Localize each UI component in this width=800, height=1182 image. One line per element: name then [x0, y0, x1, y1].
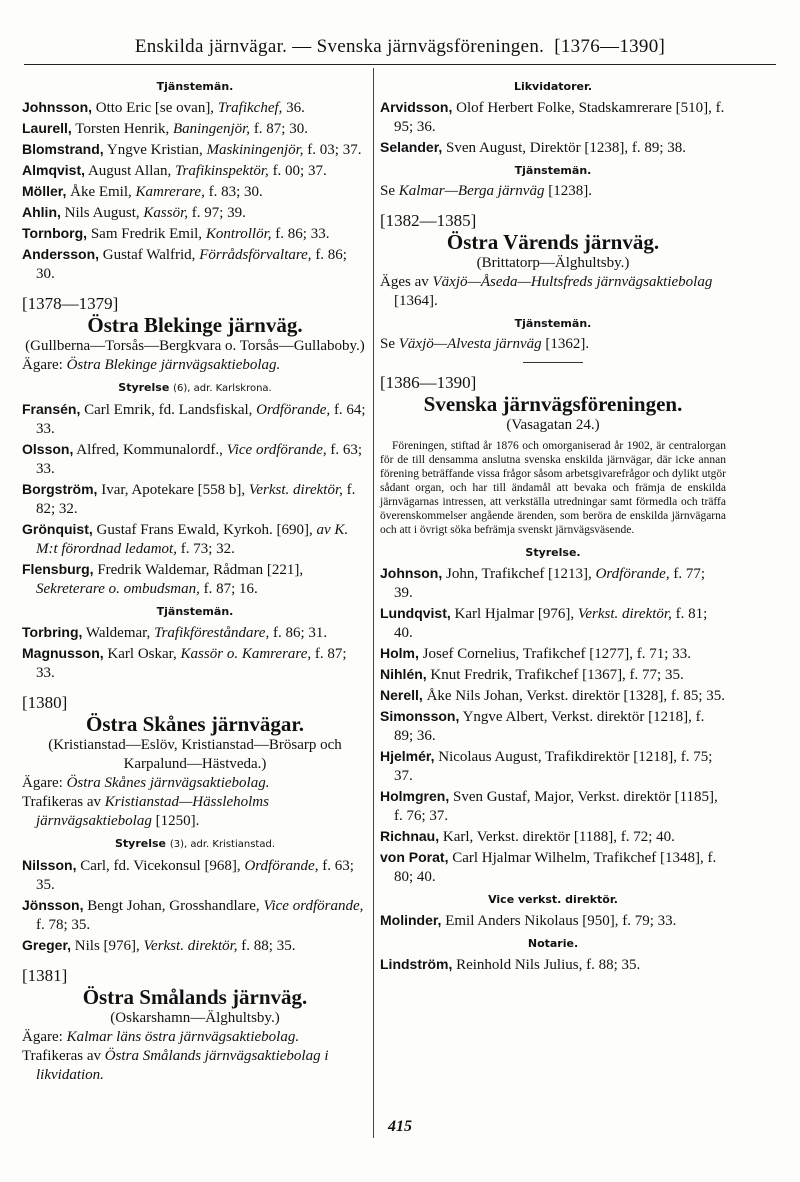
list-item: Grönquist, Gustaf Frans Ewald, Kyrkoh. [690], av K. M:t förordnad ledamot, f. 73; 32.	[22, 521, 349, 557]
list-item: Blomstrand, Yngve Kristian, Maskiningenjör, f. 03; 37.	[22, 141, 362, 158]
list-item: Hjelmér, Nicolaus August, Trafikdirektör [1218], f. 75; 37.	[380, 748, 713, 784]
staff-heading: Tjänstemän.	[514, 317, 592, 330]
list-item: Greger, Nils [976], Verkst. direktör, f. 88; 35.	[22, 937, 296, 954]
section-heading: Tjänstemän.	[156, 80, 234, 93]
route: (Kristianstad—Eslöv, Kristianstad—Brösarp och Karpalund—Hästveda.)	[48, 737, 342, 772]
section-number: [1381]	[22, 966, 68, 985]
owner-line: Ägare: Östra Skånes järnvägsaktiebolag.	[22, 775, 270, 791]
liquidator-list	[380, 98, 726, 158]
address: (Vasagatan 24.)	[506, 417, 600, 433]
section-number: [1380]	[22, 693, 68, 712]
list-item: von Porat, Carl Hjalmar Wilhelm, Trafikchef [1348], f. 80; 40.	[380, 849, 717, 885]
list-item: Johnson, John, Trafikchef [1213], Ordförande, f. 77; 39.	[380, 565, 706, 601]
staff-heading: Tjänstemän.	[156, 605, 234, 618]
traffic-line: Trafikeras av Östra Smålands järnvägsaktiebolag i likvidation.	[22, 1048, 329, 1083]
list-item: Jönsson, Bengt Johan, Grosshandlare, Vice ordförande, f. 78; 35.	[22, 897, 364, 933]
list-item: Molinder, Emil Anders Nikolaus [950], f. 79; 33.	[380, 912, 677, 929]
list-item: Almqvist, August Allan, Trafikinspektör, f. 00; 37.	[22, 162, 327, 179]
list-item: Olsson, Alfred, Kommunalordf., Vice ordförande, f. 63; 33.	[22, 441, 363, 477]
staff-heading: Tjänstemän.	[514, 164, 592, 177]
owner-line: Äges av Växjö—Åseda—Hultsfreds järnvägsaktiebolag [1364].	[380, 274, 713, 309]
list-item: Magnusson, Karl Oskar, Kassör o. Kamrerare, f. 87; 33.	[22, 645, 347, 681]
section-number: [1382—1385]	[380, 211, 477, 230]
list-item: Borgström, Ivar, Apotekare [558 b], Verkst. direktör, f. 82; 32.	[22, 481, 356, 517]
list-item: Holm, Josef Cornelius, Trafikchef [1277], f. 71; 33.	[380, 645, 691, 662]
route: (Oskarshamn—Älghultsby.)	[110, 1010, 280, 1026]
header-rule	[24, 64, 776, 65]
left-column	[22, 74, 368, 1085]
list-item: Fransén, Carl Emrik, fd. Landsfiskal, Ordförande, f. 64; 33.	[22, 401, 366, 437]
page-number: 415	[388, 1118, 412, 1135]
list-item: Nerell, Åke Nils Johan, Verkst. direktör [1328], f. 85; 35.	[380, 687, 725, 704]
staff-list	[22, 623, 368, 683]
list-item: Holmgren, Sven Gustaf, Major, Verkst. direktör [1185], f. 76; 37.	[380, 788, 718, 824]
section-number: [1386—1390]	[380, 373, 477, 392]
list-item: Tornborg, Sam Fredrik Emil, Kontrollör, f. 86; 33.	[22, 225, 330, 242]
list-item: Simonsson, Yngve Albert, Verkst. direktör [1218], f. 89; 36.	[380, 708, 705, 744]
list-item: Johnsson, Otto Eric [se ovan], Trafikchef, 36.	[22, 99, 305, 116]
right-column	[380, 74, 726, 976]
owner-line: Ägare: Östra Blekinge järnvägsaktiebolag.	[22, 357, 281, 373]
page-header	[0, 36, 800, 58]
section-title: Svenska järnvägsföreningen.	[423, 392, 683, 416]
list-item: Lindström, Reinhold Nils Julius, f. 88; 35.	[380, 956, 641, 973]
section-title: Östra Blekinge järnväg.	[87, 313, 303, 337]
route: (Gullberna—Torsås—Bergkvara o. Torsås—Gullaboby.)	[25, 338, 365, 354]
traffic-line: Trafikeras av Kristianstad—Hässleholms järnvägsaktiebolag [1250].	[22, 794, 269, 829]
list-item: Flensburg, Fredrik Waldemar, Rådman [221], Sekreterare o. ombudsman, f. 87; 16.	[22, 561, 304, 597]
owner-line: Ägare: Kalmar läns östra järnvägsaktiebolag.	[22, 1029, 300, 1045]
description: Föreningen, stiftad år 1876 och omorganiserad år 1902, är centralorgan för de till densamma anslutna svenska enskilda järnvägar, där icke annan förening beträffande vissa frågor såsom arbetsgivarefrågor och dylikt utgör sådant organ, och har till ändamål att bevaka och främja de enskilda järnvägarnas intressen, att verkställa utredningar samt förmedla och träffa överenskommelser angående ärenden, som beröra de enskilda järnvägarna och att i övrigt söka befrämja svenskt järnvägsväsende.	[380, 440, 726, 536]
board-heading: Styrelse.	[525, 546, 581, 559]
list-item: Richnau, Karl, Verkst. direktör [1188], f. 72; 40.	[380, 828, 675, 845]
section-number: [1378—1379]	[22, 294, 119, 313]
list-item: Nilsson, Carl, fd. Vicekonsul [968], Ordförande, f. 63; 35.	[22, 857, 354, 893]
section-title: Östra Skånes järnvägar.	[86, 712, 304, 736]
list-item: Ahlin, Nils August, Kassör, f. 97; 39.	[22, 204, 246, 221]
list-item: Andersson, Gustaf Walfrid, Förrådsförvaltare, f. 86; 30.	[22, 246, 347, 282]
list-item: Arvidsson, Olof Herbert Folke, Stadskamrerare [510], f. 95; 36.	[380, 99, 725, 135]
board-heading: Styrelse (6), adr. Karlskrona.	[118, 381, 272, 394]
list-item: Möller, Åke Emil, Kamrerare, f. 83; 30.	[22, 183, 263, 200]
list-item: Laurell, Torsten Henrik, Baningenjör, f. 87; 30.	[22, 120, 308, 137]
section-title: Östra Värends järnväg.	[446, 230, 660, 254]
list-item: Selander, Sven August, Direktör [1238], f. 89; 38.	[380, 139, 686, 156]
see-line: Se Kalmar—Berga järnväg [1238].	[380, 183, 592, 199]
section-divider	[523, 362, 583, 363]
section-heading: Likvidatorer.	[513, 80, 593, 93]
vice-heading: Vice verkst. direktör.	[488, 893, 618, 906]
list-item: Lundqvist, Karl Hjalmar [976], Verkst. direktör, f. 81; 40.	[380, 605, 708, 641]
staff-list	[22, 98, 368, 284]
list-item: Nihlén, Knut Fredrik, Trafikchef [1367], f. 77; 35.	[380, 666, 684, 683]
see-line: Se Växjö—Alvesta järnväg [1362].	[380, 336, 590, 352]
board-list	[22, 856, 368, 956]
list-item: Torbring, Waldemar, Trafikföreståndare, f. 86; 31.	[22, 624, 328, 641]
column-divider	[373, 68, 374, 1138]
header-range: [1376—1390]	[554, 36, 666, 57]
board-heading: Styrelse (3), adr. Kristianstad.	[114, 837, 275, 850]
notary-heading: Notarie.	[527, 937, 579, 950]
route: (Brittatorp—Älghultsby.)	[476, 255, 630, 271]
board-list	[22, 400, 368, 599]
board-list	[380, 564, 726, 887]
section-title: Östra Smålands järnväg.	[82, 985, 308, 1009]
header-title: Enskilda järnvägar. — Svenska järnvägsföreningen.	[134, 36, 545, 57]
